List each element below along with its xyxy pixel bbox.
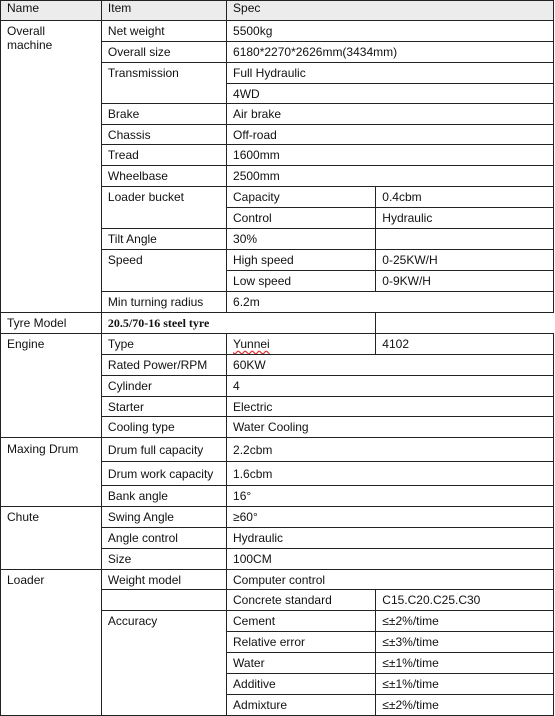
spec-control-label: Control bbox=[227, 208, 376, 229]
spec-net-weight: 5500kg bbox=[227, 21, 554, 42]
spec-relative-error-value: ≤±3%/time bbox=[376, 632, 554, 653]
item-speed: Speed bbox=[101, 250, 226, 292]
table-row bbox=[1, 313, 554, 334]
spec-cement-value: ≤±2%/time bbox=[376, 611, 554, 632]
spec-water-value: ≤±1%/time bbox=[376, 653, 554, 674]
header-row bbox=[1, 1, 554, 21]
spec-low-speed-label: Low speed bbox=[227, 271, 376, 292]
item-tyre-model: Tyre Model bbox=[1, 313, 102, 334]
header-spec: Spec bbox=[227, 1, 554, 21]
table-row bbox=[1, 21, 554, 42]
item-starter: Starter bbox=[101, 397, 226, 417]
header-item: Item bbox=[101, 1, 226, 21]
spec-rated-power: 60KW bbox=[227, 355, 554, 376]
item-cylinder: Cylinder bbox=[101, 376, 226, 397]
spec-tread: 1600mm bbox=[227, 145, 554, 166]
item-cooling-type: Cooling type bbox=[101, 417, 226, 438]
spec-drum-full-capacity: 2.2cbm bbox=[227, 438, 554, 462]
spec-swing-angle: ≥60° bbox=[227, 507, 554, 528]
spec-additive-label: Additive bbox=[227, 674, 376, 695]
spec-concrete-standard-label: Concrete standard bbox=[227, 590, 376, 611]
spec-starter: Electric bbox=[227, 397, 554, 417]
spec-bank-angle: 16° bbox=[227, 486, 554, 507]
spec-capacity-value: 0.4cbm bbox=[376, 187, 554, 208]
item-wheelbase: Wheelbase bbox=[101, 166, 226, 187]
spec-brake: Air brake bbox=[227, 104, 554, 125]
header-name: Name bbox=[1, 1, 102, 21]
item-swing-angle: Swing Angle bbox=[101, 507, 226, 528]
spec-transmission-1: Full Hydraulic bbox=[227, 63, 554, 84]
item-transmission: Transmission bbox=[101, 63, 226, 104]
spec-concrete-standard-value: C15.C20.C25.C30 bbox=[376, 590, 554, 611]
item-angle-control: Angle control bbox=[101, 528, 226, 549]
spec-overall-size: 6180*2270*2626mm(3434mm) bbox=[227, 42, 554, 63]
spec-cement-label: Cement bbox=[227, 611, 376, 632]
group-overall-machine: Overall machine bbox=[1, 21, 102, 313]
item-size: Size bbox=[101, 549, 226, 570]
item-overall-size: Overall size bbox=[101, 42, 226, 63]
group-engine: Engine bbox=[1, 334, 102, 438]
table-row bbox=[1, 438, 554, 462]
item-rated-power: Rated Power/RPM bbox=[101, 355, 226, 376]
spec-low-speed-value: 0-9KW/H bbox=[376, 271, 554, 292]
spec-angle-control: Hydraulic bbox=[227, 528, 554, 549]
spec-additive-value: ≤±1%/time bbox=[376, 674, 554, 695]
engine-brand-text: Yunnei bbox=[233, 337, 270, 351]
item-tread: Tread bbox=[101, 145, 226, 166]
item-tilt-angle: Tilt Angle bbox=[101, 229, 226, 250]
spec-size: 100CM bbox=[227, 549, 554, 570]
empty-cell bbox=[376, 229, 554, 250]
table-row bbox=[1, 507, 554, 528]
item-min-turning-radius: Min turning radius bbox=[101, 292, 226, 313]
spec-tyre-model: 20.5/70-16 steel tyre bbox=[101, 313, 375, 334]
item-chassis: Chassis bbox=[101, 125, 226, 145]
spec-capacity-label: Capacity bbox=[227, 187, 376, 208]
spec-transmission-2: 4WD bbox=[227, 84, 554, 104]
spec-high-speed-value: 0-25KW/H bbox=[376, 250, 554, 271]
spec-cooling-type: Water Cooling bbox=[227, 417, 554, 438]
spec-engine-model: 4102 bbox=[376, 334, 554, 355]
item-engine-type: Type bbox=[101, 334, 226, 355]
spec-wheelbase: 2500mm bbox=[227, 166, 554, 187]
spec-admixture-value: ≤±2%/time bbox=[376, 695, 554, 716]
spec-engine-brand bbox=[227, 334, 376, 355]
item-accuracy: Accuracy bbox=[101, 611, 226, 716]
spec-admixture-label: Admixture bbox=[227, 695, 376, 716]
item-drum-work-capacity: Drum work capacity bbox=[101, 462, 226, 486]
spec-control-value: Hydraulic bbox=[376, 208, 554, 229]
spec-relative-error-label: Relative error bbox=[227, 632, 376, 653]
spec-weight-model: Computer control bbox=[227, 570, 554, 590]
item-net-weight: Net weight bbox=[101, 21, 226, 42]
item-weight-model: Weight model bbox=[101, 570, 226, 590]
empty-cell bbox=[101, 590, 226, 611]
spec-cylinder: 4 bbox=[227, 376, 554, 397]
group-mixing-drum: Maxing Drum bbox=[1, 438, 102, 507]
spec-min-turning-radius: 6.2m bbox=[227, 292, 554, 313]
table-row bbox=[1, 570, 554, 590]
item-drum-full-capacity: Drum full capacity bbox=[101, 438, 226, 462]
item-brake: Brake bbox=[101, 104, 226, 125]
spec-tilt-angle: 30% bbox=[227, 229, 376, 250]
spec-chassis: Off-road bbox=[227, 125, 554, 145]
spec-high-speed-label: High speed bbox=[227, 250, 376, 271]
table-row bbox=[1, 334, 554, 355]
spec-drum-work-capacity: 1.6cbm bbox=[227, 462, 554, 486]
spec-water-label: Water bbox=[227, 653, 376, 674]
item-bank-angle: Bank angle bbox=[101, 486, 226, 507]
item-loader-bucket: Loader bucket bbox=[101, 187, 226, 229]
group-chute: Chute bbox=[1, 507, 102, 570]
group-loader: Loader bbox=[1, 570, 102, 716]
